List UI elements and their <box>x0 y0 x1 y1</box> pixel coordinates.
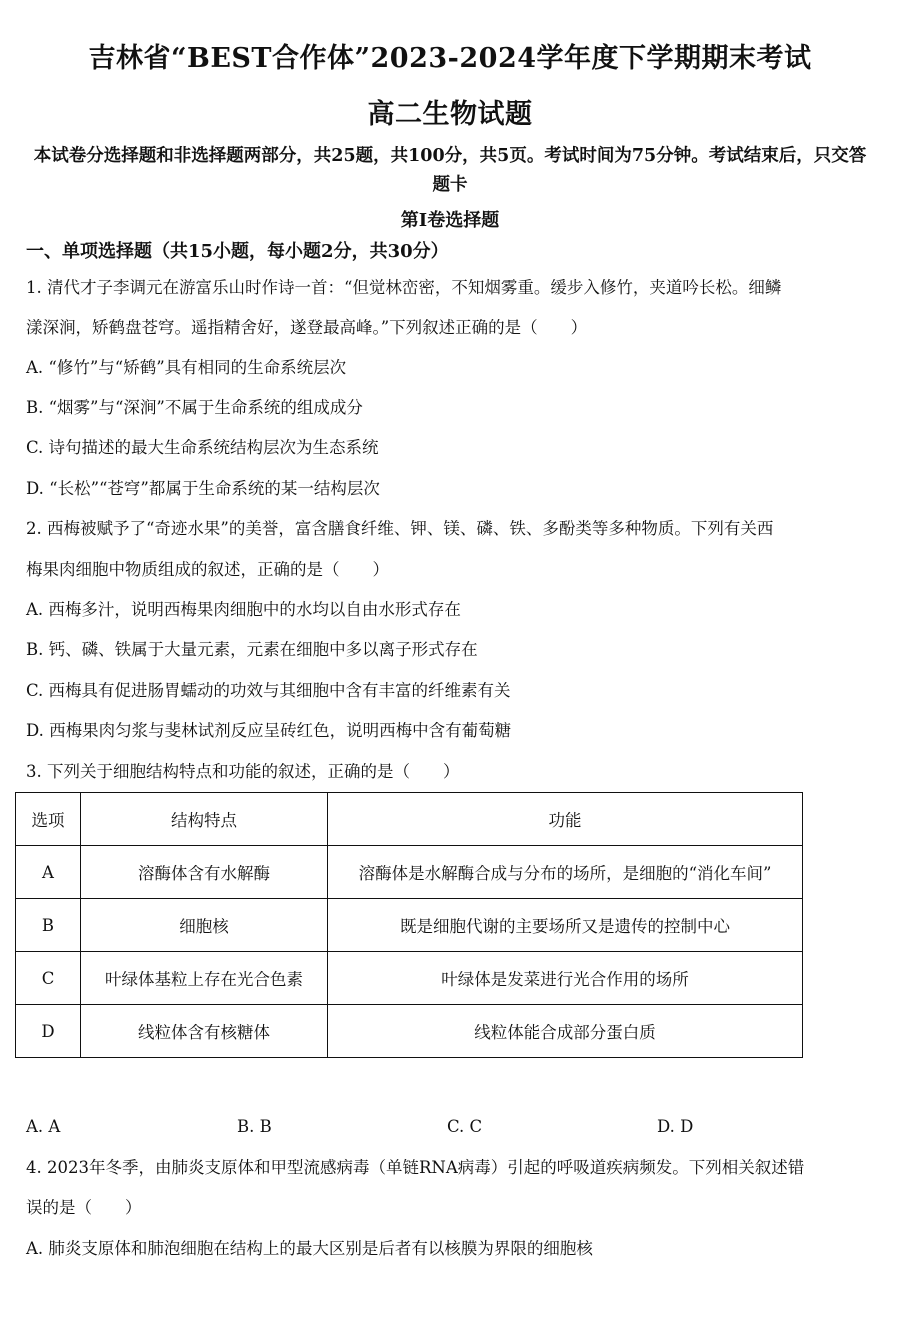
table-cell: 线粒体含有核糖体 <box>81 1005 328 1058</box>
table-cell: 细胞核 <box>81 899 328 952</box>
q1-option-b: B. “烟雾”与“深涧”不属于生命系统的组成成分 <box>26 398 363 417</box>
table-header-row <box>16 793 803 846</box>
q4-option-a: A. 肺炎支原体和肺泡细胞在结构上的最大区别是后者有以核膜为界限的细胞核 <box>26 1239 593 1258</box>
q1-stem-line1: 1. 清代才子李调元在游富乐山时作诗一首：“但觉林峦密，不知烟雾重。缓步入修竹，夹道吟长松。细鳞 <box>26 278 782 297</box>
table-header-cell: 结构特点 <box>81 793 328 846</box>
exam-subtitle: 高二生物试题 <box>367 99 533 130</box>
table-cell: 既是细胞代谢的主要场所又是遗传的控制中心 <box>328 899 803 952</box>
table-cell: C <box>16 952 81 1005</box>
q2-option-b: B. 钙、磷、铁属于大量元素，元素在细胞中多以离子形式存在 <box>26 640 478 659</box>
q3-answer-a: A. A <box>26 1117 61 1136</box>
q3-answer-d: D. D <box>657 1117 694 1136</box>
table-cell: A <box>16 846 81 899</box>
exam-instructions: 本试卷分选择题和非选择题两部分，共25题，共100分，共5页。考试时间为75分钟。考试结束后，只交答题卡 <box>33 146 867 195</box>
q2-option-d: D. 西梅果肉匀浆与斐林试剂反应呈砖红色，说明西梅中含有葡萄糖 <box>26 721 512 740</box>
q1-option-c: C. 诗句描述的最大生命系统结构层次为生态系统 <box>26 438 379 457</box>
table-cell: 线粒体能合成部分蛋白质 <box>328 1005 803 1058</box>
table-cell: 溶酶体是水解酶合成与分布的场所，是细胞的“消化车间” <box>328 846 803 899</box>
table-header-cell: 功能 <box>328 793 803 846</box>
table-cell: 叶绿体基粒上存在光合色素 <box>81 952 328 1005</box>
table-cell: D <box>16 1005 81 1058</box>
q1-stem-line2: 漾深涧，矫鹤盘苍穹。遥指精舍好，遂登最高峰。”下列叙述正确的是（ ） <box>26 318 588 337</box>
table-cell: 叶绿体是发菜进行光合作用的场所 <box>328 952 803 1005</box>
q4-stem-line2: 误的是（ ） <box>26 1198 142 1217</box>
q2-stem-line1: 2. 西梅被赋予了“奇迹水果”的美誉，富含膳食纤维、钾、镁、磷、铁、多酚类等多种物质。下列有关西 <box>26 519 774 538</box>
q4-stem-line1: 4. 2023年冬季，由肺炎支原体和甲型流感病毒（单链RNA病毒）引起的呼吸道疾病频发。下列相关叙述错 <box>26 1158 805 1177</box>
q3-options-table <box>15 792 803 1058</box>
q3-stem: 3. 下列关于细胞结构特点和功能的叙述，正确的是（ ） <box>26 762 460 781</box>
table-row <box>16 1005 803 1058</box>
q1-option-a: A. “修竹”与“矫鹤”具有相同的生命系统层次 <box>26 358 347 377</box>
table-row <box>16 952 803 1005</box>
q3-answer-c: C. C <box>447 1117 483 1136</box>
table-cell: 溶酶体含有水解酶 <box>81 846 328 899</box>
part-title: 一、单项选择题（共15小题，每小题2分，共30分） <box>26 241 449 262</box>
q2-stem-line2: 梅果肉细胞中物质组成的叙述，正确的是（ ） <box>26 560 389 579</box>
q2-option-c: C. 西梅具有促进肠胃蠕动的功效与其细胞中含有丰富的纤维素有关 <box>26 681 511 700</box>
q3-answer-b: B. B <box>237 1117 272 1136</box>
table-row <box>16 846 803 899</box>
exam-title: 吉林省“BEST合作体”2023-2024学年度下学期期末考试 <box>88 43 812 74</box>
q2-option-a: A. 西梅多汁，说明西梅果肉细胞中的水均以自由水形式存在 <box>26 600 461 619</box>
section-title: 第I卷选择题 <box>400 210 500 231</box>
table-row <box>16 899 803 952</box>
q1-option-d: D. “长松”“苍穹”都属于生命系统的某一结构层次 <box>26 479 380 498</box>
table-cell: B <box>16 899 81 952</box>
table-header-cell: 选项 <box>16 793 81 846</box>
